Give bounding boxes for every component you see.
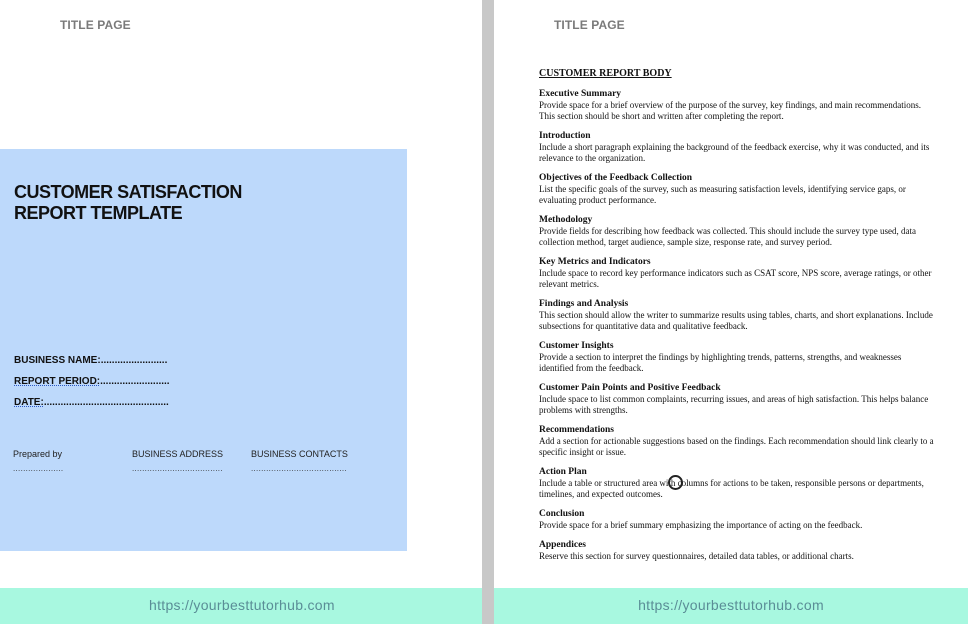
- business-address-value[interactable]: ....................................: [132, 464, 223, 473]
- page-header-label: TITLE PAGE: [60, 18, 131, 32]
- section-findings: [539, 299, 934, 332]
- section-heading: Objectives of the Feedback Collection: [539, 173, 693, 183]
- section-conclusion: [539, 509, 934, 531]
- section-key-metrics: [539, 257, 934, 290]
- page-header-label: TITLE PAGE: [554, 18, 625, 32]
- section-text: Include space to record key performance indicators such as CSAT score, NPS score, average ratings, or other relevant metrics.: [539, 268, 932, 289]
- section-methodology: [539, 215, 934, 248]
- business-name-label: BUSINESS NAME:: [14, 355, 101, 366]
- section-text: Provide space for a brief summary emphasizing the importance of acting on the feedback.: [539, 520, 863, 530]
- report-title-line-2: REPORT TEMPLATE: [14, 203, 183, 223]
- prepared-by-value[interactable]: ....................: [13, 464, 64, 473]
- business-address-column: [132, 449, 223, 473]
- mouse-cursor-icon: [668, 475, 683, 490]
- section-action-plan: [539, 467, 934, 500]
- date-field[interactable]: [14, 397, 169, 408]
- section-heading: Executive Summary: [539, 89, 622, 99]
- section-appendices: [539, 540, 934, 562]
- section-heading: Findings and Analysis: [539, 299, 629, 309]
- section-text: Include a short paragraph explaining the background of the feedback exercise, why it was conducted, and its relevance to the organization.: [539, 142, 930, 163]
- title-page: [0, 0, 482, 624]
- page-footer: [0, 588, 482, 624]
- section-heading: Action Plan: [539, 467, 587, 477]
- section-text: Include a table or structured area with columns for actions to be taken, responsible persons or departments, timelines, and expected outcomes.: [539, 478, 924, 499]
- section-heading: Recommendations: [539, 425, 614, 435]
- prepared-by-column: [13, 449, 63, 473]
- footer-url-link[interactable]: https://yourbesttutorhub.com: [149, 597, 335, 613]
- section-text: This section should allow the writer to summarize results using tables, charts, and short explanations. Include subsections for quantitative data and qualitative feedback.: [539, 310, 933, 331]
- section-recommendations: [539, 425, 934, 458]
- report-title: [14, 182, 314, 224]
- report-title-line-1: CUSTOMER SATISFACTION: [14, 182, 242, 202]
- footer-url-link[interactable]: https://yourbesttutorhub.com: [638, 597, 824, 613]
- section-objectives: [539, 173, 934, 206]
- report-period-field[interactable]: [14, 376, 170, 387]
- page-footer: [494, 588, 968, 624]
- business-address-label: BUSINESS ADDRESS: [132, 449, 224, 459]
- section-introduction: [539, 131, 934, 164]
- section-customer-insights: [539, 341, 934, 374]
- cover-block: [0, 149, 407, 551]
- report-period-value[interactable]: .........................: [100, 376, 170, 387]
- section-text: Provide space for a brief overview of the purpose of the survey, key findings, and main recommendations. This section should be short and written after completing the report.: [539, 100, 922, 121]
- page-gutter: [482, 0, 494, 624]
- business-contacts-column: [251, 449, 348, 473]
- report-body-page: [494, 0, 968, 624]
- section-heading: Customer Insights: [539, 341, 614, 351]
- report-body-title: CUSTOMER REPORT BODY: [539, 68, 672, 79]
- section-heading: Conclusion: [539, 509, 585, 519]
- business-contacts-value[interactable]: ......................................: [251, 464, 347, 473]
- date-value[interactable]: .............................................: [43, 397, 169, 408]
- section-heading: Introduction: [539, 131, 591, 141]
- section-heading: Appendices: [539, 540, 586, 550]
- prepared-by-label: Prepared by: [13, 449, 63, 459]
- section-text: Provide a section to interpret the findings by highlighting trends, patterns, strengths, and weaknesses identified from the feedback.: [539, 352, 902, 373]
- section-text: List the specific goals of the survey, such as measuring satisfaction levels, identifying service gaps, or evaluating product performance.: [539, 184, 906, 205]
- section-text: Reserve this section for survey questionnaires, detailed data tables, or additional charts.: [539, 551, 854, 561]
- business-contacts-label: BUSINESS CONTACTS: [251, 449, 348, 459]
- report-period-label: REPORT PERIOD:: [14, 376, 101, 387]
- report-body: [539, 68, 934, 571]
- section-heading: Customer Pain Points and Positive Feedback: [539, 383, 721, 393]
- business-name-value[interactable]: ........................: [100, 355, 168, 366]
- date-label: DATE:: [14, 397, 44, 408]
- business-name-field[interactable]: [14, 355, 167, 366]
- section-executive-summary: [539, 89, 934, 122]
- section-heading: Methodology: [539, 215, 593, 225]
- section-text: Add a section for actionable suggestions based on the findings. Each recommendation should link clearly to a specific insight or issue.: [539, 436, 934, 457]
- section-heading: Key Metrics and Indicators: [539, 257, 651, 267]
- section-text: Provide fields for describing how feedback was collected. This should include the survey type used, data collection method, target audience, sample size, response rate, and survey period.: [539, 226, 916, 247]
- section-text: Include space to list common complaints, recurring issues, and areas of high satisfaction. This helps balance problems with strengths.: [539, 394, 929, 415]
- section-pain-points: [539, 383, 934, 416]
